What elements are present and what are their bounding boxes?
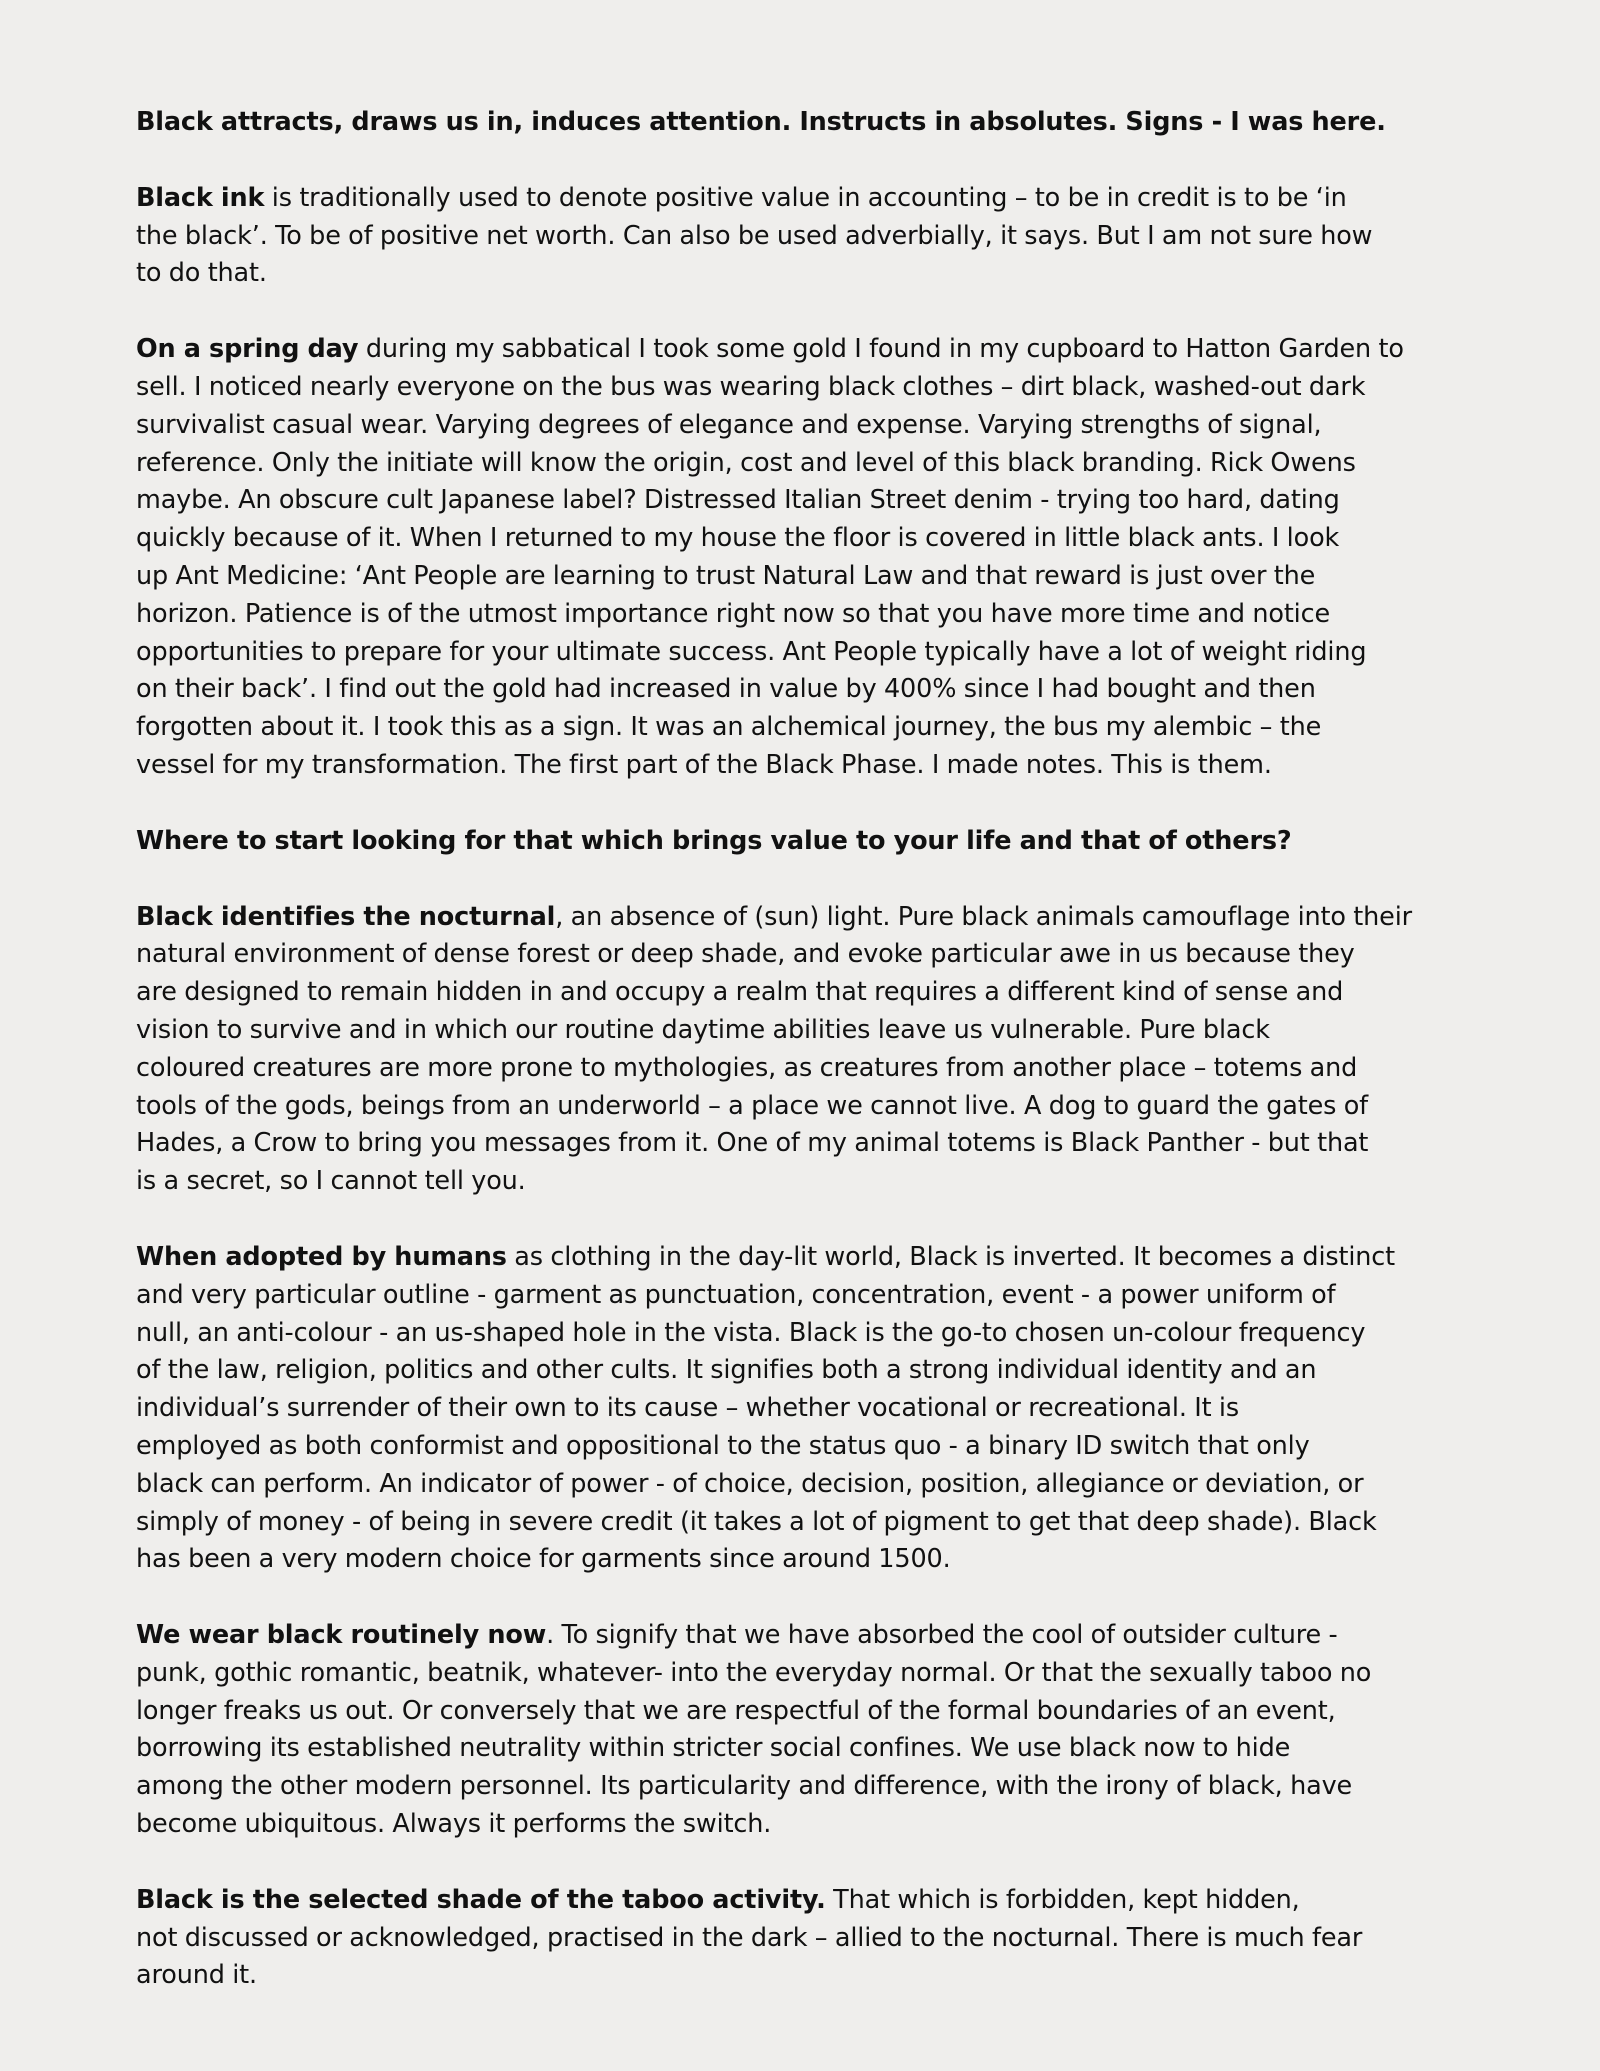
paragraph-line: simply of money - of being in severe credit (it takes a lot of pigment to get that deep shade). Black bbox=[136, 1506, 1377, 1537]
paragraph-lead: Black ink bbox=[136, 182, 265, 213]
paragraph-line bbox=[136, 823, 1482, 861]
paragraph-line: employed as both conformist and oppositional to the status quo - a binary ID switch that only bbox=[136, 1430, 1310, 1461]
paragraph-line: among the other modern personnel. Its particularity and difference, with the irony of black, have bbox=[136, 1771, 1353, 1802]
paragraph-line: has been a very modern choice for garments since around 1500. bbox=[136, 1544, 951, 1575]
paragraph-heading: Where to start looking for that which brings value to your life and that of others? bbox=[136, 825, 1292, 856]
paragraph-line: On a spring day during my sabbatical I took some gold I found in my cupboard to Hatton Garden to bbox=[136, 334, 1404, 365]
paragraph-line: horizon. Patience is of the utmost importance right now so that you have more time and notice bbox=[136, 598, 1331, 629]
paragraph-line: longer freaks us out. Or conversely that we are respectful of the formal boundaries of an event, bbox=[136, 1695, 1336, 1726]
paragraph-line: When adopted by humans as clothing in the day-lit world, Black is inverted. It becomes a distinct bbox=[136, 1241, 1396, 1272]
paragraph-line: punk, gothic romantic, beatnik, whatever- into the everyday normal. Or that the sexually taboo no bbox=[136, 1657, 1372, 1688]
paragraph-black-ink bbox=[136, 180, 1482, 293]
paragraph-line: vessel for my transformation. The first part of the Black Phase. I made notes. This is them. bbox=[136, 749, 1272, 780]
paragraph-line: Black identifies the nocturnal, an absence of (sun) light. Pure black animals camouflage into their bbox=[136, 901, 1412, 932]
paragraph-lead: We wear black routinely now bbox=[136, 1620, 547, 1651]
paragraph-line: opportunities to prepare for your ultimate success. Ant People typically have a lot of weight riding bbox=[136, 636, 1367, 667]
paragraph-nocturnal bbox=[136, 899, 1482, 1201]
paragraph-line: individual’s surrender of their own to its cause – whether vocational or recreational. It is bbox=[136, 1393, 1239, 1424]
paragraph-line: We wear black routinely now. To signify that we have absorbed the cool of outsider culture - bbox=[136, 1620, 1338, 1651]
paragraph-spring-day bbox=[136, 331, 1482, 785]
paragraph-line: survivalist casual wear. Varying degrees of elegance and expense. Varying strengths of signal, bbox=[136, 409, 1322, 440]
paragraph-taboo bbox=[136, 1882, 1482, 1995]
paragraph-line: maybe. An obscure cult Japanese label? Distressed Italian Street denim - trying too hard, dating bbox=[136, 485, 1340, 516]
paragraph-line: reference. Only the initiate will know the origin, cost and level of this black branding. Rick Owens bbox=[136, 447, 1356, 478]
paragraph-line: are designed to remain hidden in and occupy a realm that requires a different kind of sense and bbox=[136, 977, 1344, 1008]
paragraph-line: up Ant Medicine: ‘Ant People are learning to trust Natural Law and that reward is just over the bbox=[136, 560, 1316, 591]
paragraph-line: around it. bbox=[136, 1960, 257, 1991]
paragraph-lead: On a spring day bbox=[136, 334, 359, 365]
paragraph-line: is a secret, so I cannot tell you. bbox=[136, 1166, 526, 1197]
paragraph-line: forgotten about it. I took this as a sign. It was an alchemical journey, the bus my alembic – the bbox=[136, 712, 1322, 743]
paragraph-line bbox=[136, 104, 1482, 142]
paragraph-line: black can perform. An indicator of power - of choice, decision, position, allegiance or deviation, or bbox=[136, 1468, 1364, 1499]
paragraph-line: not discussed or acknowledged, practised in the dark – allied to the nocturnal. There is much fear bbox=[136, 1922, 1363, 1953]
paragraph-line: quickly because of it. When I returned to my house the floor is covered in little black ants. I look bbox=[136, 523, 1340, 554]
paragraph-line: tools of the gods, beings from an underworld – a place we cannot live. A dog to guard the gates of bbox=[136, 1090, 1368, 1121]
paragraph-line: borrowing its established neutrality within stricter social confines. We use black now to hide bbox=[136, 1733, 1291, 1764]
paragraph-line: coloured creatures are more prone to mythologies, as creatures from another place – totems and bbox=[136, 1052, 1358, 1083]
paragraph-lead: When adopted by humans bbox=[136, 1241, 507, 1272]
paragraph-question bbox=[136, 823, 1482, 861]
paragraph-line: null, an anti-colour - an us-shaped hole in the vista. Black is the go-to chosen un-colour frequency bbox=[136, 1317, 1366, 1348]
paragraph-lead: Black is the selected shade of the taboo activity. bbox=[136, 1884, 826, 1915]
paragraph-line: the black’. To be of positive net worth. Can also be used adverbially, it says. But I am not sure how bbox=[136, 220, 1373, 251]
paragraph-line: Black is the selected shade of the taboo activity. That which is forbidden, kept hidden, bbox=[136, 1884, 1300, 1915]
paragraph-heading: Black attracts, draws us in, induces attention. Instructs in absolutes. Signs - I was here. bbox=[136, 107, 1386, 137]
paragraph-line: and very particular outline - garment as punctuation, concentration, event - a power uniform of bbox=[136, 1279, 1336, 1310]
paragraph-lead: Black identifies the nocturnal bbox=[136, 901, 556, 932]
paragraph-line: natural environment of dense forest or deep shade, and evoke particular awe in us because they bbox=[136, 939, 1355, 970]
paragraph-line: sell. I noticed nearly everyone on the bus was wearing black clothes – dirt black, washed-out dark bbox=[136, 371, 1366, 402]
paragraph-intro bbox=[136, 104, 1482, 142]
paragraph-line: vision to survive and in which our routine daytime abilities leave us vulnerable. Pure black bbox=[136, 1014, 1270, 1045]
paragraph-line: to do that. bbox=[136, 258, 267, 289]
paragraph-line: on their back’. I find out the gold had increased in value by 400% since I had bought and then bbox=[136, 674, 1316, 705]
paragraph-routinely bbox=[136, 1617, 1482, 1844]
paragraph-line: become ubiquitous. Always it performs the switch. bbox=[136, 1809, 772, 1840]
paragraph-line: Hades, a Crow to bring you messages from it. One of my animal totems is Black Panther - but that bbox=[136, 1128, 1369, 1159]
paragraph-line: of the law, religion, politics and other cults. It signifies both a strong individual identity and an bbox=[136, 1355, 1317, 1386]
paragraph-line: Black ink is traditionally used to denote positive value in accounting – to be in credit is to be ‘in bbox=[136, 182, 1347, 213]
paragraph-humans bbox=[136, 1239, 1482, 1579]
